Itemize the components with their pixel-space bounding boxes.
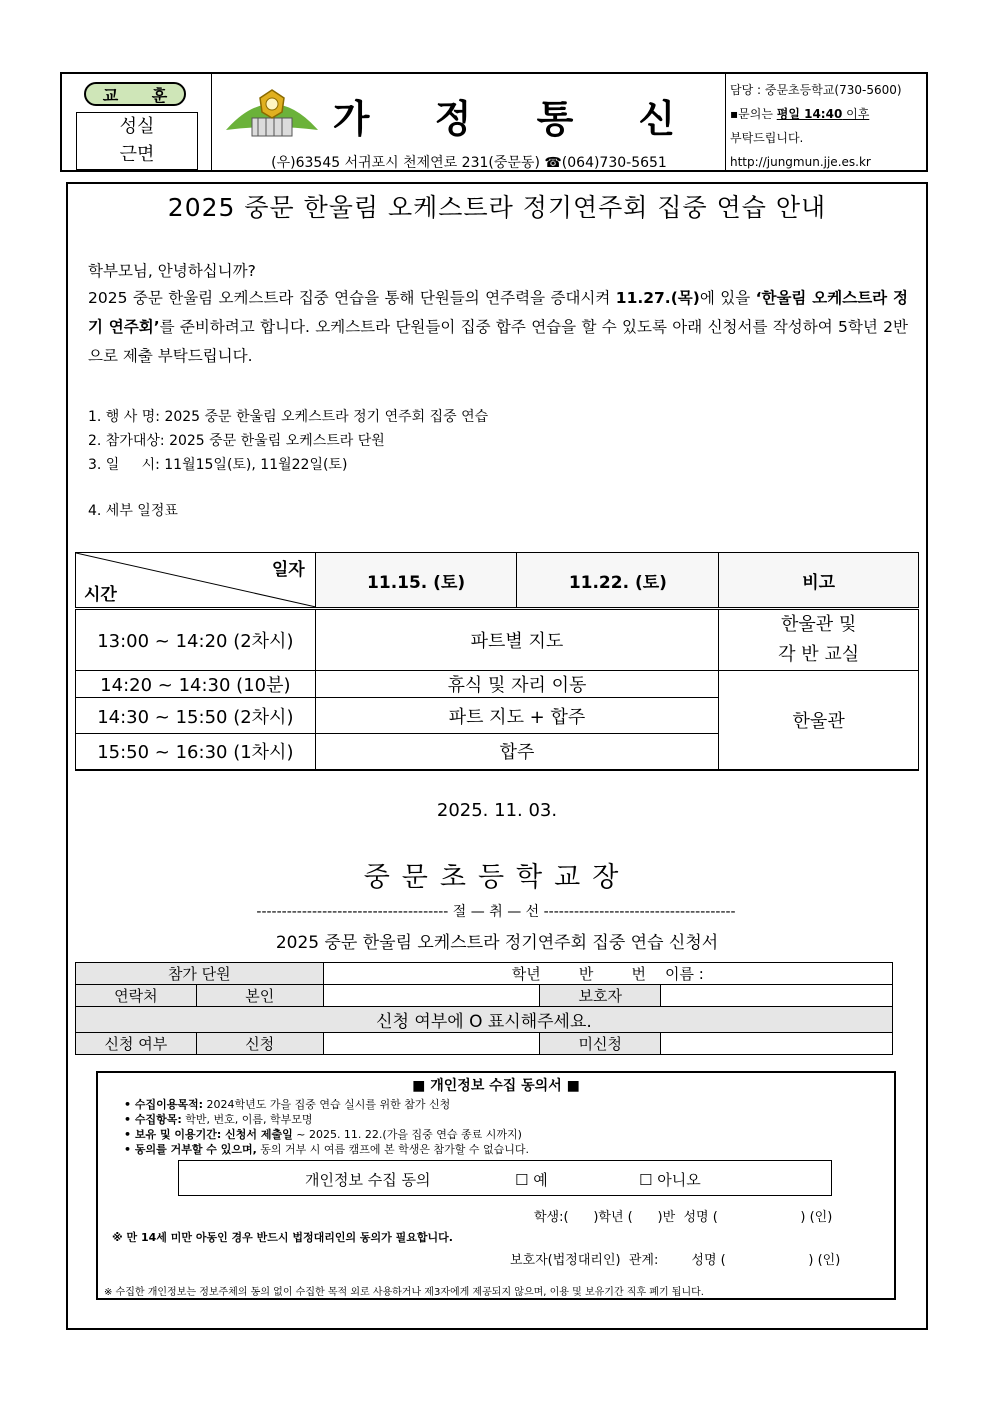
consent-items: [124, 1097, 529, 1157]
motto-cell: [62, 74, 212, 170]
apply-no-field[interactable]: [661, 1033, 893, 1055]
time-cell: 13:00 ~ 14:20 (2차시): [76, 609, 316, 671]
guardian-label: 보호자: [540, 985, 661, 1007]
apply-no-label: 미신청: [540, 1033, 661, 1055]
activity-cell: 파트 지도 + 합주: [315, 698, 719, 734]
concert-name: ‘한울림 오케스트라 정기 연주회’: [88, 289, 908, 336]
greeting: 학부모님, 안녕하십니까?: [88, 262, 256, 280]
apply-yes-label: 신청: [196, 1033, 323, 1055]
student-signature-line[interactable]: 학생:( )학년 ( )반 성명 ( ) (인): [534, 1210, 833, 1225]
schedule-table: [75, 552, 919, 771]
motto-line: 근면: [119, 144, 155, 165]
note-cell: [719, 609, 919, 671]
intro-text: 를 준비하려고 합니다. 오케스트라 단원들이 집중 합주 연습을 할 수 있도록 아래 신청서를 작성하여 5학년 2반으로 제출 부탁드립니다.: [88, 318, 908, 365]
note-line: 한울관 및: [780, 614, 857, 635]
contact-info: [730, 78, 902, 174]
event-name-item: 1. 행 사 명: 2025 중문 한울림 오케스트라 정기 연주회 집중 연습: [88, 409, 489, 425]
corner-cell: [76, 553, 316, 609]
apply-yes-field[interactable]: [323, 1033, 540, 1055]
instruction-row: 신청 여부에 O 표시해주세요.: [76, 1007, 893, 1033]
contact-line: 부탁드립니다.: [730, 131, 804, 145]
time-cell: 14:20 ~ 14:30 (10분): [76, 671, 316, 698]
target-item: 2. 참가대상: 2025 중문 한울림 오케스트라 단원: [88, 433, 385, 449]
activity-cell: 합주: [315, 734, 719, 770]
corner-time-label: 시간: [84, 585, 117, 605]
schedule-heading: 4. 세부 일정표: [88, 503, 178, 519]
agree-box: [178, 1160, 832, 1196]
self-label: 본인: [196, 985, 323, 1007]
contact-text: ▪문의는: [730, 107, 777, 121]
consent-item: • 보유 및 이용기간: 신청서 제출일 ~ 2025. 11. 22.(가을 집중 연습 종료 시까지): [124, 1127, 529, 1142]
principal-signature: 중문초등학교장: [363, 862, 631, 893]
intro-text: 2025 중문 한울림 오케스트라 집중 연습을 통해 단원들의 연주력을 증대시켜: [88, 289, 616, 307]
letter-header: [60, 72, 928, 172]
concert-date: 11.27.(목): [615, 289, 700, 307]
motto-label: 교 훈: [84, 82, 186, 106]
cut-line: -------------------------------------- 절 — 취 — 선 --------------------------------------: [256, 904, 736, 920]
intro-paragraph: [88, 284, 908, 371]
agree-yes-checkbox[interactable]: ☐ 예: [515, 1171, 548, 1189]
application-form: [75, 962, 893, 1055]
consent-item: • 수집항목: 학반, 번호, 이름, 학부모명: [124, 1112, 529, 1127]
consent-title: ■ 개인정보 수집 동의서 ■: [412, 1078, 580, 1094]
school-address: (우)63545 서귀포시 천제연로 231(중문동) ☎(064)730-5651: [271, 155, 667, 171]
note-cell: 한울관: [719, 671, 919, 770]
time-cell: 15:50 ~ 16:30 (1차시): [76, 734, 316, 770]
corner-date-label: 일자: [271, 560, 305, 580]
date-header: 11.15. (토): [315, 553, 517, 609]
motto-line: 성실: [119, 116, 155, 137]
date-item: 3. 일 시: 11월15일(토), 11월22일(토): [88, 457, 348, 473]
contact-time: 평일 14:40: [776, 107, 843, 121]
guardian-signature-line[interactable]: 보호자(법정대리인) 관계: 성명 ( ) (인): [510, 1253, 841, 1268]
activity-cell: 휴식 및 자리 이동: [315, 671, 719, 698]
title-cell: [212, 74, 726, 170]
note-header: 비고: [719, 553, 919, 609]
agree-label: 개인정보 수집 동의: [305, 1171, 431, 1189]
contact-line: 담당 : 중문초등학교(730-5600): [730, 83, 902, 97]
document-title: 2025 중문 한울림 오케스트라 정기연주회 집중 연습 안내: [167, 193, 827, 222]
consent-item: • 수집이용목적: 2024학년도 가을 집중 연습 실시를 위한 참가 신청: [124, 1097, 529, 1112]
contact-label: 연락처: [76, 985, 197, 1007]
member-fields[interactable]: 학년 반 번 이름 :: [323, 963, 892, 985]
note-line: 각 반 교실: [778, 644, 860, 665]
motto-box: [76, 112, 198, 170]
activity-cell: 파트별 지도: [315, 609, 719, 671]
form-title: 2025 중문 한울림 오케스트라 정기연주회 집중 연습 신청서: [275, 933, 719, 953]
minor-note: ※ 만 14세 미만 아동인 경우 반드시 법정대리인의 동의가 필요합니다.: [112, 1231, 453, 1244]
member-label: 참가 단원: [76, 963, 324, 985]
date-header: 11.22. (토): [517, 553, 719, 609]
agree-no-checkbox[interactable]: ☐ 아니오: [639, 1171, 701, 1189]
consent-item: • 동의를 거부할 수 있으며, 동의 거부 시 여름 캠프에 본 학생은 참가할 수 없습니다.: [124, 1142, 529, 1157]
self-contact-field[interactable]: [323, 985, 540, 1007]
intro-text: 에 있을: [699, 289, 756, 307]
contact-line: [730, 102, 902, 126]
time-cell: 14:30 ~ 15:50 (2차시): [76, 698, 316, 734]
guardian-contact-field[interactable]: [661, 985, 893, 1007]
website-link[interactable]: http://jungmun.jje.es.kr: [730, 155, 871, 169]
privacy-disclaimer: ※ 수집한 개인정보는 정보주체의 동의 없이 수집한 목적 외로 사용하거나 제3자에게 제공되지 않으며, 이용 및 보유기간 직후 폐기 됩니다.: [104, 1287, 704, 1298]
contact-text: 이후: [842, 107, 870, 121]
issue-date: 2025. 11. 03.: [436, 800, 558, 821]
letter-title: 가 정 통 신: [332, 96, 702, 141]
apply-label: 신청 여부: [76, 1033, 197, 1055]
